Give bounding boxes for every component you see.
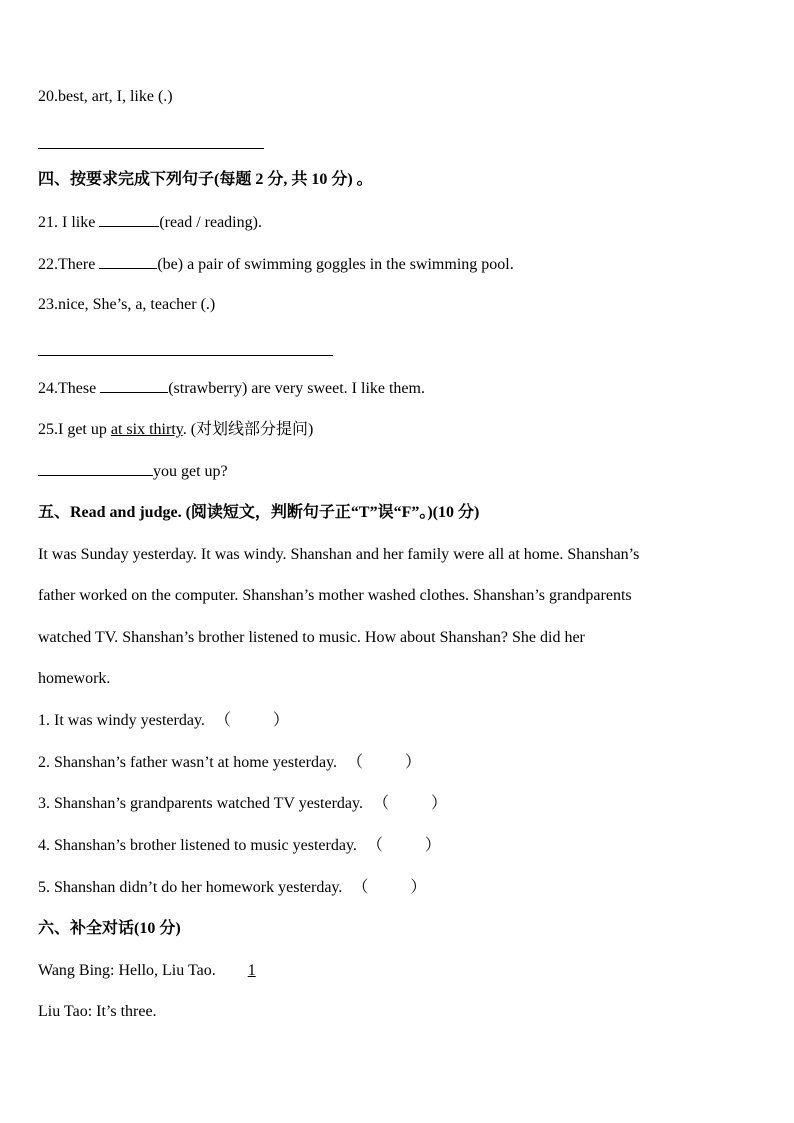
passage-line-3: watched TV. Shanshan’s brother listened to music. How about Shanshan? She did her — [38, 629, 585, 646]
section-6-heading: 六、补全对话(10 分) — [38, 920, 181, 937]
judge-item-4 — [38, 836, 441, 856]
passage-line-4: homework. — [38, 670, 111, 687]
passage-line-1: It was Sunday yesterday. It was windy. Shanshan and her family were all at home. Shanshan’s — [38, 546, 640, 563]
judge-item-text: 3. Shanshan’s grandparents watched TV yesterday. — [38, 795, 363, 812]
judge-answer-box[interactable]: （ ） — [214, 712, 289, 729]
question-25-prefix: 25.I get up — [38, 421, 111, 438]
dialog-blank-1[interactable]: 1 — [247, 962, 256, 979]
question-25-answer-suffix: you get up? — [153, 463, 228, 480]
question-21-suffix: (read / reading). — [159, 214, 262, 231]
question-24 — [38, 378, 425, 399]
question-25-suffix: . (对划线部分提问) — [182, 421, 314, 438]
judge-item-text: 5. Shanshan didn’t do her homework yesterday. — [38, 879, 343, 896]
section-5-heading: 五、Read and judge. (阅读短文，判断句子正“T”误“F”。)(10 分) — [38, 504, 480, 521]
judge-item-text: 1. It was windy yesterday. — [38, 712, 205, 729]
question-21-prefix: 21. I like — [38, 214, 100, 231]
question-21 — [38, 212, 262, 233]
question-25-answer — [38, 461, 228, 482]
judge-answer-box[interactable]: （ ） — [352, 879, 427, 896]
question-20: 20.best, art, I, like (.) — [38, 88, 173, 105]
judge-item-5 — [38, 878, 426, 898]
passage-line-2: father worked on the computer. Shanshan’s mother washed clothes. Shanshan’s grandparents — [38, 587, 632, 604]
question-25-underlined: at six thirty — [110, 421, 183, 438]
blank-22[interactable] — [99, 254, 157, 269]
section-4-heading: 四、按要求完成下列句子(每题 2 分, 共 10 分) 。 — [38, 171, 373, 188]
question-24-prefix: 24.These — [38, 380, 101, 397]
question-24-suffix: (strawberry) are very sweet. I like them. — [168, 380, 425, 397]
judge-item-1 — [38, 711, 289, 731]
question-23: 23.nice, She’s, a, teacher (.) — [38, 296, 216, 313]
dialog-line-2: Liu Tao: It’s three. — [38, 1003, 157, 1020]
judge-answer-box[interactable]: （ ） — [347, 754, 422, 771]
question-22-prefix: 22.There — [38, 256, 100, 273]
blank-24[interactable] — [100, 378, 168, 393]
judge-item-text: 4. Shanshan’s brother listened to music yesterday. — [38, 837, 357, 854]
blank-21[interactable] — [99, 212, 159, 227]
judge-answer-box[interactable]: （ ） — [366, 837, 441, 854]
judge-item-2 — [38, 753, 421, 773]
judge-answer-box[interactable]: （ ） — [372, 795, 447, 812]
question-22 — [38, 254, 514, 275]
dialog-speaker-line: Wang Bing: Hello, Liu Tao. — [38, 962, 220, 979]
judge-item-3 — [38, 794, 447, 814]
answer-line-23[interactable] — [38, 355, 333, 356]
question-22-suffix: (be) a pair of swimming goggles in the swimming pool. — [157, 256, 514, 273]
question-25 — [38, 420, 313, 440]
dialog-line-1 — [38, 961, 284, 981]
blank-25[interactable] — [38, 461, 153, 476]
judge-item-text: 2. Shanshan’s father wasn’t at home yesterday. — [38, 754, 338, 771]
answer-line-20[interactable] — [38, 148, 264, 149]
